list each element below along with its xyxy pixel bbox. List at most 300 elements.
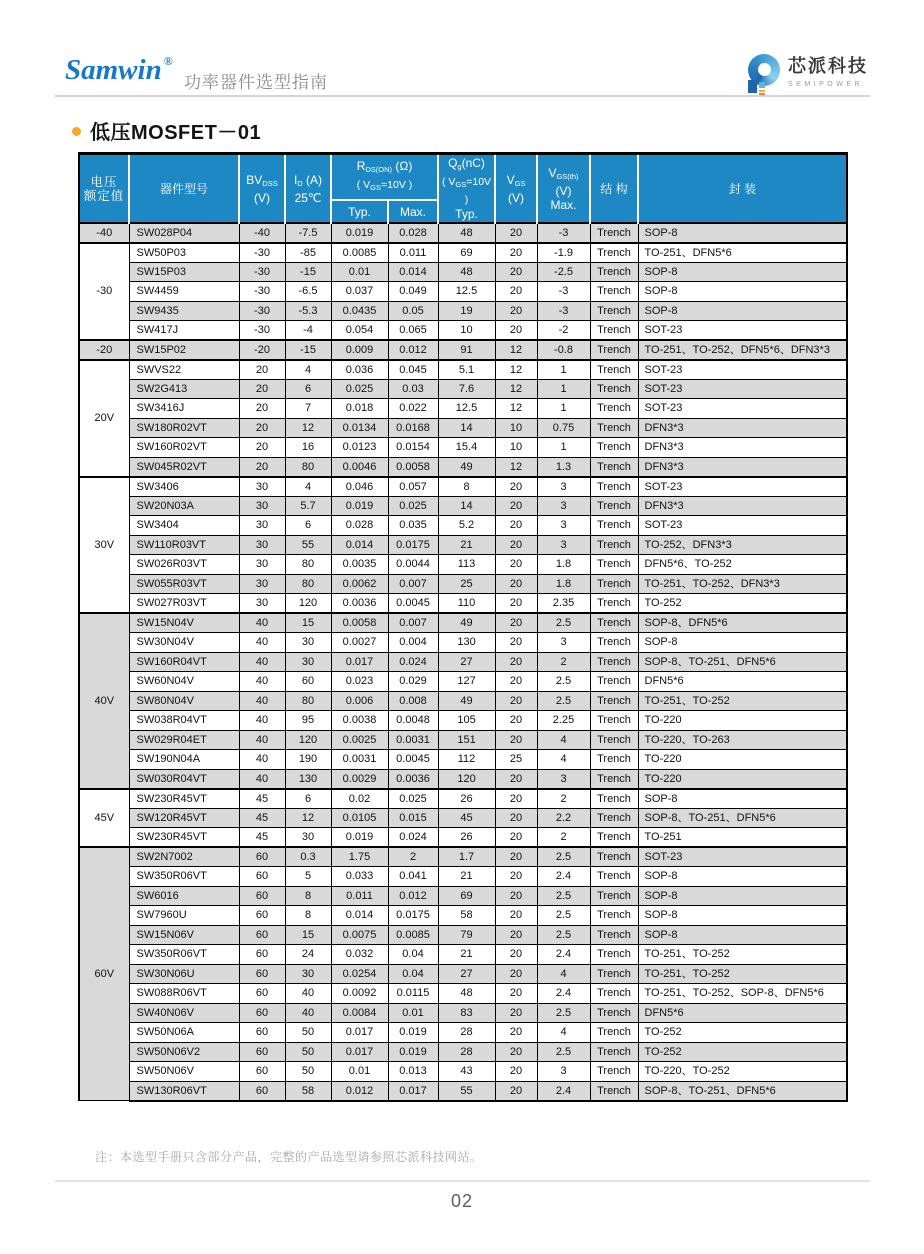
rdson-max-cell: 0.045 (388, 360, 438, 380)
package-cell: SOP-8 (638, 906, 847, 926)
company-text-block (788, 52, 868, 88)
part-number-cell: SW20N03A (129, 496, 239, 516)
company-name: 芯派科技 (788, 56, 868, 76)
id-cell: -4 (285, 321, 331, 341)
rdson-max-cell: 0.012 (388, 340, 438, 360)
part-number-cell: SW4459 (129, 282, 239, 302)
structure-cell: Trench (590, 1003, 638, 1023)
rdson-max-cell: 0.0085 (388, 925, 438, 945)
vgsth-cell: -3 (537, 301, 590, 321)
rdson-max-cell: 0.0045 (388, 594, 438, 614)
qg-cell: 12.5 (438, 282, 495, 302)
qg-cell: 28 (438, 1042, 495, 1062)
rdson-typ-cell: 0.0134 (331, 418, 388, 438)
rdson-max-cell: 0.041 (388, 867, 438, 887)
qg-cell: 113 (438, 555, 495, 575)
bvdss-cell: 60 (239, 1042, 285, 1062)
qg-cell: 79 (438, 925, 495, 945)
vgsth-cell: 2.35 (537, 594, 590, 614)
vgs-cell: 20 (495, 1062, 537, 1082)
qg-cell: 49 (438, 691, 495, 711)
bvdss-cell: 60 (239, 1081, 285, 1101)
table-row (79, 457, 847, 477)
id-cell: -5.3 (285, 301, 331, 321)
qg-cell: 105 (438, 711, 495, 731)
table-row (79, 477, 847, 497)
part-number-cell: SW3404 (129, 516, 239, 536)
table-row (79, 1081, 847, 1101)
part-number-cell: SW3406 (129, 477, 239, 497)
table-row (79, 438, 847, 458)
package-cell: SOT-23 (638, 399, 847, 419)
rdson-max-cell: 0.0058 (388, 457, 438, 477)
table-row (79, 613, 847, 633)
rdson-typ-cell: 0.0092 (331, 984, 388, 1004)
qg-cell: 58 (438, 906, 495, 926)
table-row (79, 984, 847, 1004)
part-number-cell: SW350R06VT (129, 945, 239, 965)
qg-cell: 21 (438, 535, 495, 555)
bvdss-cell: 30 (239, 477, 285, 497)
qg-cell: 21 (438, 945, 495, 965)
package-cell: DFN3*3 (638, 496, 847, 516)
rdson-typ-cell: 0.0435 (331, 301, 388, 321)
rdson-max-cell: 0.019 (388, 1023, 438, 1043)
rdson-typ-cell: 0.018 (331, 399, 388, 419)
rdson-typ-cell: 0.0029 (331, 769, 388, 789)
semipower-logo-icon (746, 52, 780, 96)
qg-cell: 48 (438, 984, 495, 1004)
package-cell: DFN3*3 (638, 418, 847, 438)
structure-cell: Trench (590, 906, 638, 926)
rdson-max-cell: 0.013 (388, 1062, 438, 1082)
table-row (79, 379, 847, 399)
part-number-cell: SW160R02VT (129, 438, 239, 458)
structure-cell: Trench (590, 964, 638, 984)
rdson-typ-cell: 0.012 (331, 1081, 388, 1101)
col-qg: $Q_g(nC)$ ( $V_{GS}=10V$ ) Typ. (438, 154, 495, 224)
bvdss-cell: 40 (239, 691, 285, 711)
id-cell: 80 (285, 555, 331, 575)
structure-cell: Trench (590, 438, 638, 458)
table-row (79, 945, 847, 965)
package-cell: DFN3*3 (638, 438, 847, 458)
mosfet-selection-table (78, 152, 848, 1102)
id-cell: 4 (285, 360, 331, 380)
id-cell: 50 (285, 1042, 331, 1062)
bvdss-cell: 60 (239, 925, 285, 945)
package-cell: SOP-8 (638, 867, 847, 887)
qg-cell: 12.5 (438, 399, 495, 419)
col-bvdss: $BV_{DSS}$ (V) (239, 154, 285, 224)
vgsth-cell: 4 (537, 750, 590, 770)
bvdss-cell: -30 (239, 301, 285, 321)
vgs-cell: 20 (495, 828, 537, 848)
bvdss-cell: -30 (239, 262, 285, 282)
package-cell: DFN5*6 (638, 672, 847, 692)
vgsth-cell: 2.5 (537, 925, 590, 945)
structure-cell: Trench (590, 457, 638, 477)
part-number-cell: SW055R03VT (129, 574, 239, 594)
structure-cell: Trench (590, 789, 638, 809)
vgsth-cell: 2.4 (537, 1081, 590, 1101)
bvdss-cell: 20 (239, 418, 285, 438)
part-number-cell: SW027R03VT (129, 594, 239, 614)
rdson-typ-cell: 0.019 (331, 223, 388, 243)
vgsth-cell: -2 (537, 321, 590, 341)
vgs-cell: 20 (495, 652, 537, 672)
voltage-group-cell: 60V (79, 847, 129, 1101)
structure-cell: Trench (590, 867, 638, 887)
vgsth-cell: 1 (537, 379, 590, 399)
rdson-typ-cell: 0.014 (331, 535, 388, 555)
col-structure: 结 构 (590, 154, 638, 224)
vgsth-cell: -3 (537, 282, 590, 302)
id-cell: 130 (285, 769, 331, 789)
part-number-cell: SW30N04V (129, 633, 239, 653)
rdson-max-cell: 0.028 (388, 223, 438, 243)
id-cell: 80 (285, 457, 331, 477)
rdson-typ-cell: 0.02 (331, 789, 388, 809)
bvdss-cell: 30 (239, 574, 285, 594)
rdson-max-cell: 0.012 (388, 886, 438, 906)
package-cell: SOP-8 (638, 633, 847, 653)
package-cell: SOT-23 (638, 847, 847, 867)
rdson-max-cell: 0.015 (388, 808, 438, 828)
part-number-cell: SW50N06V (129, 1062, 239, 1082)
col-rdson: $R_{DS(ON)}$ (Ω) ( $V_{GS}=10V$ ) (331, 154, 438, 201)
bvdss-cell: -30 (239, 321, 285, 341)
structure-cell: Trench (590, 1062, 638, 1082)
structure-cell: Trench (590, 691, 638, 711)
part-number-cell: SW190N04A (129, 750, 239, 770)
bvdss-cell: 40 (239, 613, 285, 633)
structure-cell: Trench (590, 516, 638, 536)
col-part-number: 器件型号 (129, 154, 239, 224)
col-package: 封 装 (638, 154, 847, 224)
part-number-cell: SWVS22 (129, 360, 239, 380)
qg-cell: 15.4 (438, 438, 495, 458)
footer-divider (55, 1180, 870, 1182)
rdson-max-cell: 0.01 (388, 1003, 438, 1023)
id-cell: -85 (285, 243, 331, 263)
vgsth-cell: 3 (537, 633, 590, 653)
vgs-cell: 20 (495, 1023, 537, 1043)
qg-cell: 10 (438, 321, 495, 341)
rdson-max-cell: 0.029 (388, 672, 438, 692)
vgsth-cell: -1.9 (537, 243, 590, 263)
structure-cell: Trench (590, 399, 638, 419)
vgsth-cell: 2.4 (537, 867, 590, 887)
bvdss-cell: 20 (239, 379, 285, 399)
package-cell: DFN5*6 (638, 1003, 847, 1023)
id-cell: 60 (285, 672, 331, 692)
id-cell: 5 (285, 867, 331, 887)
bvdss-cell: 60 (239, 964, 285, 984)
part-number-cell: SW15P03 (129, 262, 239, 282)
id-cell: 15 (285, 925, 331, 945)
part-number-cell: SW80N04V (129, 691, 239, 711)
vgsth-cell: 3 (537, 477, 590, 497)
vgs-cell: 20 (495, 613, 537, 633)
id-cell: -6.5 (285, 282, 331, 302)
rdson-typ-cell: 0.0105 (331, 808, 388, 828)
bvdss-cell: 45 (239, 808, 285, 828)
table-row (79, 808, 847, 828)
vgs-cell: 25 (495, 750, 537, 770)
table-row (79, 652, 847, 672)
structure-cell: Trench (590, 672, 638, 692)
table-row (79, 1003, 847, 1023)
rdson-typ-cell: 0.0038 (331, 711, 388, 731)
rdson-max-cell: 0.0031 (388, 730, 438, 750)
package-cell: TO-220 (638, 750, 847, 770)
bvdss-cell: 40 (239, 769, 285, 789)
id-cell: 50 (285, 1062, 331, 1082)
structure-cell: Trench (590, 535, 638, 555)
rdson-typ-cell: 0.0036 (331, 594, 388, 614)
part-number-cell: SW9435 (129, 301, 239, 321)
rdson-max-cell: 0.022 (388, 399, 438, 419)
rdson-max-cell: 0.057 (388, 477, 438, 497)
id-cell: -15 (285, 262, 331, 282)
bvdss-cell: 30 (239, 496, 285, 516)
col-rdson-typ: Typ. (331, 200, 388, 223)
vgs-cell: 20 (495, 672, 537, 692)
structure-cell: Trench (590, 886, 638, 906)
package-cell: SOP-8 (638, 262, 847, 282)
structure-cell: Trench (590, 555, 638, 575)
vgsth-cell: 4 (537, 964, 590, 984)
qg-cell: 26 (438, 789, 495, 809)
vgs-cell: 20 (495, 594, 537, 614)
bvdss-cell: 45 (239, 828, 285, 848)
package-cell: SOP-8 (638, 789, 847, 809)
rdson-typ-cell: 0.037 (331, 282, 388, 302)
id-cell: 16 (285, 438, 331, 458)
voltage-group-cell: 20V (79, 360, 129, 477)
part-number-cell: SW7960U (129, 906, 239, 926)
structure-cell: Trench (590, 1042, 638, 1062)
id-cell: 30 (285, 964, 331, 984)
vgs-cell: 20 (495, 867, 537, 887)
id-cell: 95 (285, 711, 331, 731)
rdson-max-cell: 0.04 (388, 964, 438, 984)
vgs-cell: 20 (495, 808, 537, 828)
table-row (79, 906, 847, 926)
rdson-max-cell: 2 (388, 847, 438, 867)
footnote: 注：本选型手册只含部分产品，完整的产品选型请参照芯派科技网站。 (95, 1150, 483, 1164)
bullet-icon (72, 127, 81, 136)
bvdss-cell: -30 (239, 243, 285, 263)
qg-cell: 48 (438, 262, 495, 282)
col-voltage-rating: 电压 额定值 (79, 154, 129, 224)
vgs-cell: 20 (495, 730, 537, 750)
bvdss-cell: 20 (239, 360, 285, 380)
id-cell: 55 (285, 535, 331, 555)
structure-cell: Trench (590, 379, 638, 399)
rdson-max-cell: 0.049 (388, 282, 438, 302)
id-cell: 30 (285, 633, 331, 653)
part-number-cell: SW029R04ET (129, 730, 239, 750)
vgs-cell: 20 (495, 711, 537, 731)
rdson-max-cell: 0.0168 (388, 418, 438, 438)
structure-cell: Trench (590, 340, 638, 360)
id-cell: -15 (285, 340, 331, 360)
rdson-typ-cell: 0.0027 (331, 633, 388, 653)
package-cell: SOP-8 (638, 301, 847, 321)
bvdss-cell: 60 (239, 1003, 285, 1023)
rdson-typ-cell: 0.01 (331, 1062, 388, 1082)
package-cell: TO-251、DFN5*6 (638, 243, 847, 263)
rdson-max-cell: 0.0048 (388, 711, 438, 731)
table-row (79, 223, 847, 243)
rdson-max-cell: 0.05 (388, 301, 438, 321)
rdson-max-cell: 0.024 (388, 652, 438, 672)
rdson-max-cell: 0.025 (388, 496, 438, 516)
structure-cell: Trench (590, 769, 638, 789)
vgsth-cell: 2.5 (537, 886, 590, 906)
vgsth-cell: 4 (537, 1023, 590, 1043)
table-row (79, 828, 847, 848)
vgs-cell: 20 (495, 223, 537, 243)
vgsth-cell: 2 (537, 789, 590, 809)
structure-cell: Trench (590, 847, 638, 867)
package-cell: TO-251、TO-252、DFN5*6、DFN3*3 (638, 340, 847, 360)
bvdss-cell: 40 (239, 711, 285, 731)
package-cell: TO-220 (638, 769, 847, 789)
rdson-typ-cell: 0.0084 (331, 1003, 388, 1023)
rdson-typ-cell: 0.046 (331, 477, 388, 497)
rdson-typ-cell: 0.036 (331, 360, 388, 380)
id-cell: 80 (285, 691, 331, 711)
part-number-cell: SW028P04 (129, 223, 239, 243)
table-row (79, 847, 847, 867)
header-row-main (79, 154, 847, 201)
package-cell: SOP-8 (638, 925, 847, 945)
logo-tick-shape (759, 90, 765, 92)
rdson-typ-cell: 0.0025 (331, 730, 388, 750)
vgs-cell: 20 (495, 496, 537, 516)
logo-square-shape (759, 82, 765, 88)
bvdss-cell: 30 (239, 555, 285, 575)
semipower-logo (746, 52, 868, 96)
bvdss-cell: 60 (239, 945, 285, 965)
vgs-cell: 20 (495, 1042, 537, 1062)
table-row (79, 535, 847, 555)
id-cell: 30 (285, 828, 331, 848)
structure-cell: Trench (590, 828, 638, 848)
bvdss-cell: 60 (239, 906, 285, 926)
table-row (79, 399, 847, 419)
vgs-cell: 20 (495, 945, 537, 965)
bvdss-cell: -30 (239, 282, 285, 302)
structure-cell: Trench (590, 945, 638, 965)
part-number-cell: SW030R04VT (129, 769, 239, 789)
package-cell: SOT-23 (638, 379, 847, 399)
part-number-cell: SW045R02VT (129, 457, 239, 477)
qg-cell: 19 (438, 301, 495, 321)
id-cell: 30 (285, 652, 331, 672)
voltage-group-cell: -40 (79, 223, 129, 243)
part-number-cell: SW15N04V (129, 613, 239, 633)
rdson-max-cell: 0.007 (388, 574, 438, 594)
structure-cell: Trench (590, 360, 638, 380)
package-cell: TO-251、TO-252 (638, 964, 847, 984)
id-cell: 6 (285, 516, 331, 536)
bvdss-cell: -20 (239, 340, 285, 360)
table-row (79, 418, 847, 438)
qg-cell: 130 (438, 633, 495, 653)
vgsth-cell: 1.8 (537, 574, 590, 594)
vgs-cell: 20 (495, 691, 537, 711)
structure-cell: Trench (590, 633, 638, 653)
qg-cell: 43 (438, 1062, 495, 1082)
id-cell: 5.7 (285, 496, 331, 516)
vgs-cell: 20 (495, 516, 537, 536)
qg-cell: 49 (438, 613, 495, 633)
vgs-cell: 20 (495, 769, 537, 789)
table-row (79, 555, 847, 575)
qg-cell: 120 (438, 769, 495, 789)
rdson-max-cell: 0.0036 (388, 769, 438, 789)
package-cell: DFN5*6、TO-252 (638, 555, 847, 575)
rdson-max-cell: 0.065 (388, 321, 438, 341)
table-body (79, 223, 847, 1101)
qg-cell: 45 (438, 808, 495, 828)
bvdss-cell: 60 (239, 1062, 285, 1082)
bvdss-cell: 60 (239, 886, 285, 906)
rdson-typ-cell: 0.033 (331, 867, 388, 887)
vgs-cell: 20 (495, 984, 537, 1004)
package-cell: TO-251、TO-252、DFN3*3 (638, 574, 847, 594)
vgs-cell: 10 (495, 418, 537, 438)
col-vgs: $V_{GS}$ (V) (495, 154, 537, 224)
bvdss-cell: 40 (239, 672, 285, 692)
package-cell: SOT-23 (638, 516, 847, 536)
rdson-max-cell: 0.0175 (388, 535, 438, 555)
table-row (79, 360, 847, 380)
vgs-cell: 20 (495, 262, 537, 282)
vgsth-cell: 2.4 (537, 945, 590, 965)
section-title-row (72, 116, 261, 145)
vgsth-cell: 2.5 (537, 1042, 590, 1062)
qg-cell: 7.6 (438, 379, 495, 399)
qg-cell: 55 (438, 1081, 495, 1101)
rdson-typ-cell: 0.032 (331, 945, 388, 965)
bvdss-cell: 40 (239, 652, 285, 672)
part-number-cell: SW230R45VT (129, 789, 239, 809)
package-cell: TO-252、DFN3*3 (638, 535, 847, 555)
rdson-typ-cell: 0.025 (331, 379, 388, 399)
structure-cell: Trench (590, 613, 638, 633)
part-number-cell: SW350R06VT (129, 867, 239, 887)
rdson-max-cell: 0.007 (388, 613, 438, 633)
part-number-cell: SW60N04V (129, 672, 239, 692)
bvdss-cell: 60 (239, 867, 285, 887)
id-cell: 24 (285, 945, 331, 965)
table-row (79, 691, 847, 711)
voltage-group-cell: -20 (79, 340, 129, 360)
vgsth-cell: 2.2 (537, 808, 590, 828)
vgsth-cell: 2.5 (537, 906, 590, 926)
rdson-max-cell: 0.0044 (388, 555, 438, 575)
rdson-typ-cell: 0.0031 (331, 750, 388, 770)
vgsth-cell: 3 (537, 1062, 590, 1082)
vgs-cell: 10 (495, 438, 537, 458)
id-cell: 15 (285, 613, 331, 633)
structure-cell: Trench (590, 925, 638, 945)
